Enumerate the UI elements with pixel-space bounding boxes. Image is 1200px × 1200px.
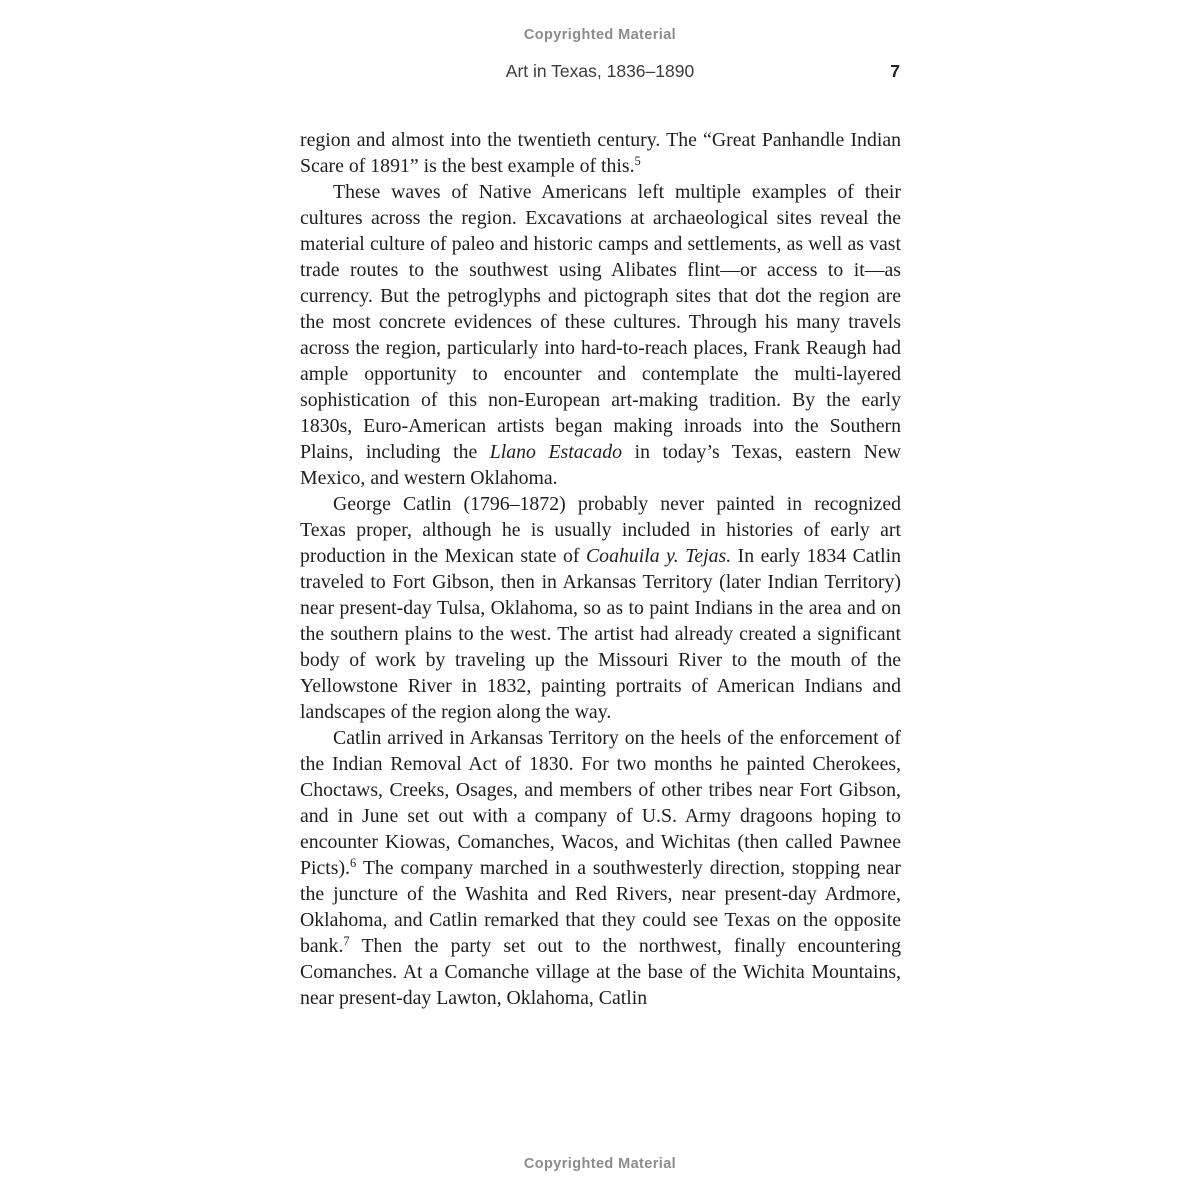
footnote-reference: 6 [350,856,357,870]
text-run: region and almost into the twentieth century. The “Great Panhandle Indian Scare of 1891” is the best example of this. [300,129,901,177]
running-header [300,61,900,85]
italic-text: Llano Estacado [489,441,623,463]
text-run: in today’s Texas, eastern New Mexico, and western Oklahoma. [300,441,902,489]
paragraph [300,127,901,179]
italic-text: Coahuila y. Tejas. [585,545,732,567]
text-run: Then the party set out to the northwest, finally encountering Comanches. At a Comanche village at the base of the Wichita Mountains, near present-day Lawton, Oklahoma, Catlin [300,935,901,1009]
body-text [300,127,901,1011]
text-run: These waves of Native Americans left multiple examples of their cultures across the region. Excavations at archaeological sites reveal the material culture of paleo and historic camps and settlements, as well as vast trade routes to the southwest using Alibates flint—or access to it—as currency. But the petroglyphs and pictograph sites that dot the region are the most concrete evidences of these cultures. Through his many travels across the region, particularly into hard-to-reach places, Frank Reaugh had ample opportunity to encounter and contemplate the multi-layered sophistication of this non-European art-making tradition. By the early 1830s, Euro-American artists began making inroads into the Southern Plains, including the [300,181,901,463]
paragraph [300,491,901,725]
paragraph [300,179,901,491]
text-run: George Catlin (1796–1872) probably never painted in recognized Texas proper, although he is usually included in histories of early art production in the Mexican state of [300,493,901,567]
footnote-reference: 7 [343,934,350,948]
footnote-reference: 5 [634,154,641,168]
paragraph [300,725,901,1011]
copyright-notice-bottom: Copyrighted Material [523,1156,677,1172]
text-run: In early 1834 Catlin traveled to Fort Gibson, then in Arkansas Territory (later Indian Territory) near present-day Tulsa, Oklahoma, so as to paint Indians in the area and on the southern plains to the west. The artist had already created a significant body of work by traveling up the Missouri River to the mouth of the Yellowstone River in 1832, painting portraits of American Indians and landscapes of the region along the way. [300,545,901,723]
page-number: 7 [890,61,900,81]
copyright-notice-top: Copyrighted Material [523,27,677,43]
text-run: The company marched in a southwesterly direction, stopping near the juncture of the Washita and Red Rivers, near present-day Ardmore, Oklahoma, and Catlin remarked that they could see Texas on the opposite bank. [300,857,901,957]
text-run: Catlin arrived in Arkansas Territory on the heels of the enforcement of the Indian Removal Act of 1830. For two months he painted Cherokees, Choctaws, Creeks, Osages, and members of other tribes near Fort Gibson, and in June set out with a company of U.S. Army dragoons hoping to encounter Kiowas, Comanches, Wacos, and Wichitas (then called Pawnee Picts). [300,727,901,879]
running-header-title: Art in Texas, 1836–1890 [505,61,695,81]
